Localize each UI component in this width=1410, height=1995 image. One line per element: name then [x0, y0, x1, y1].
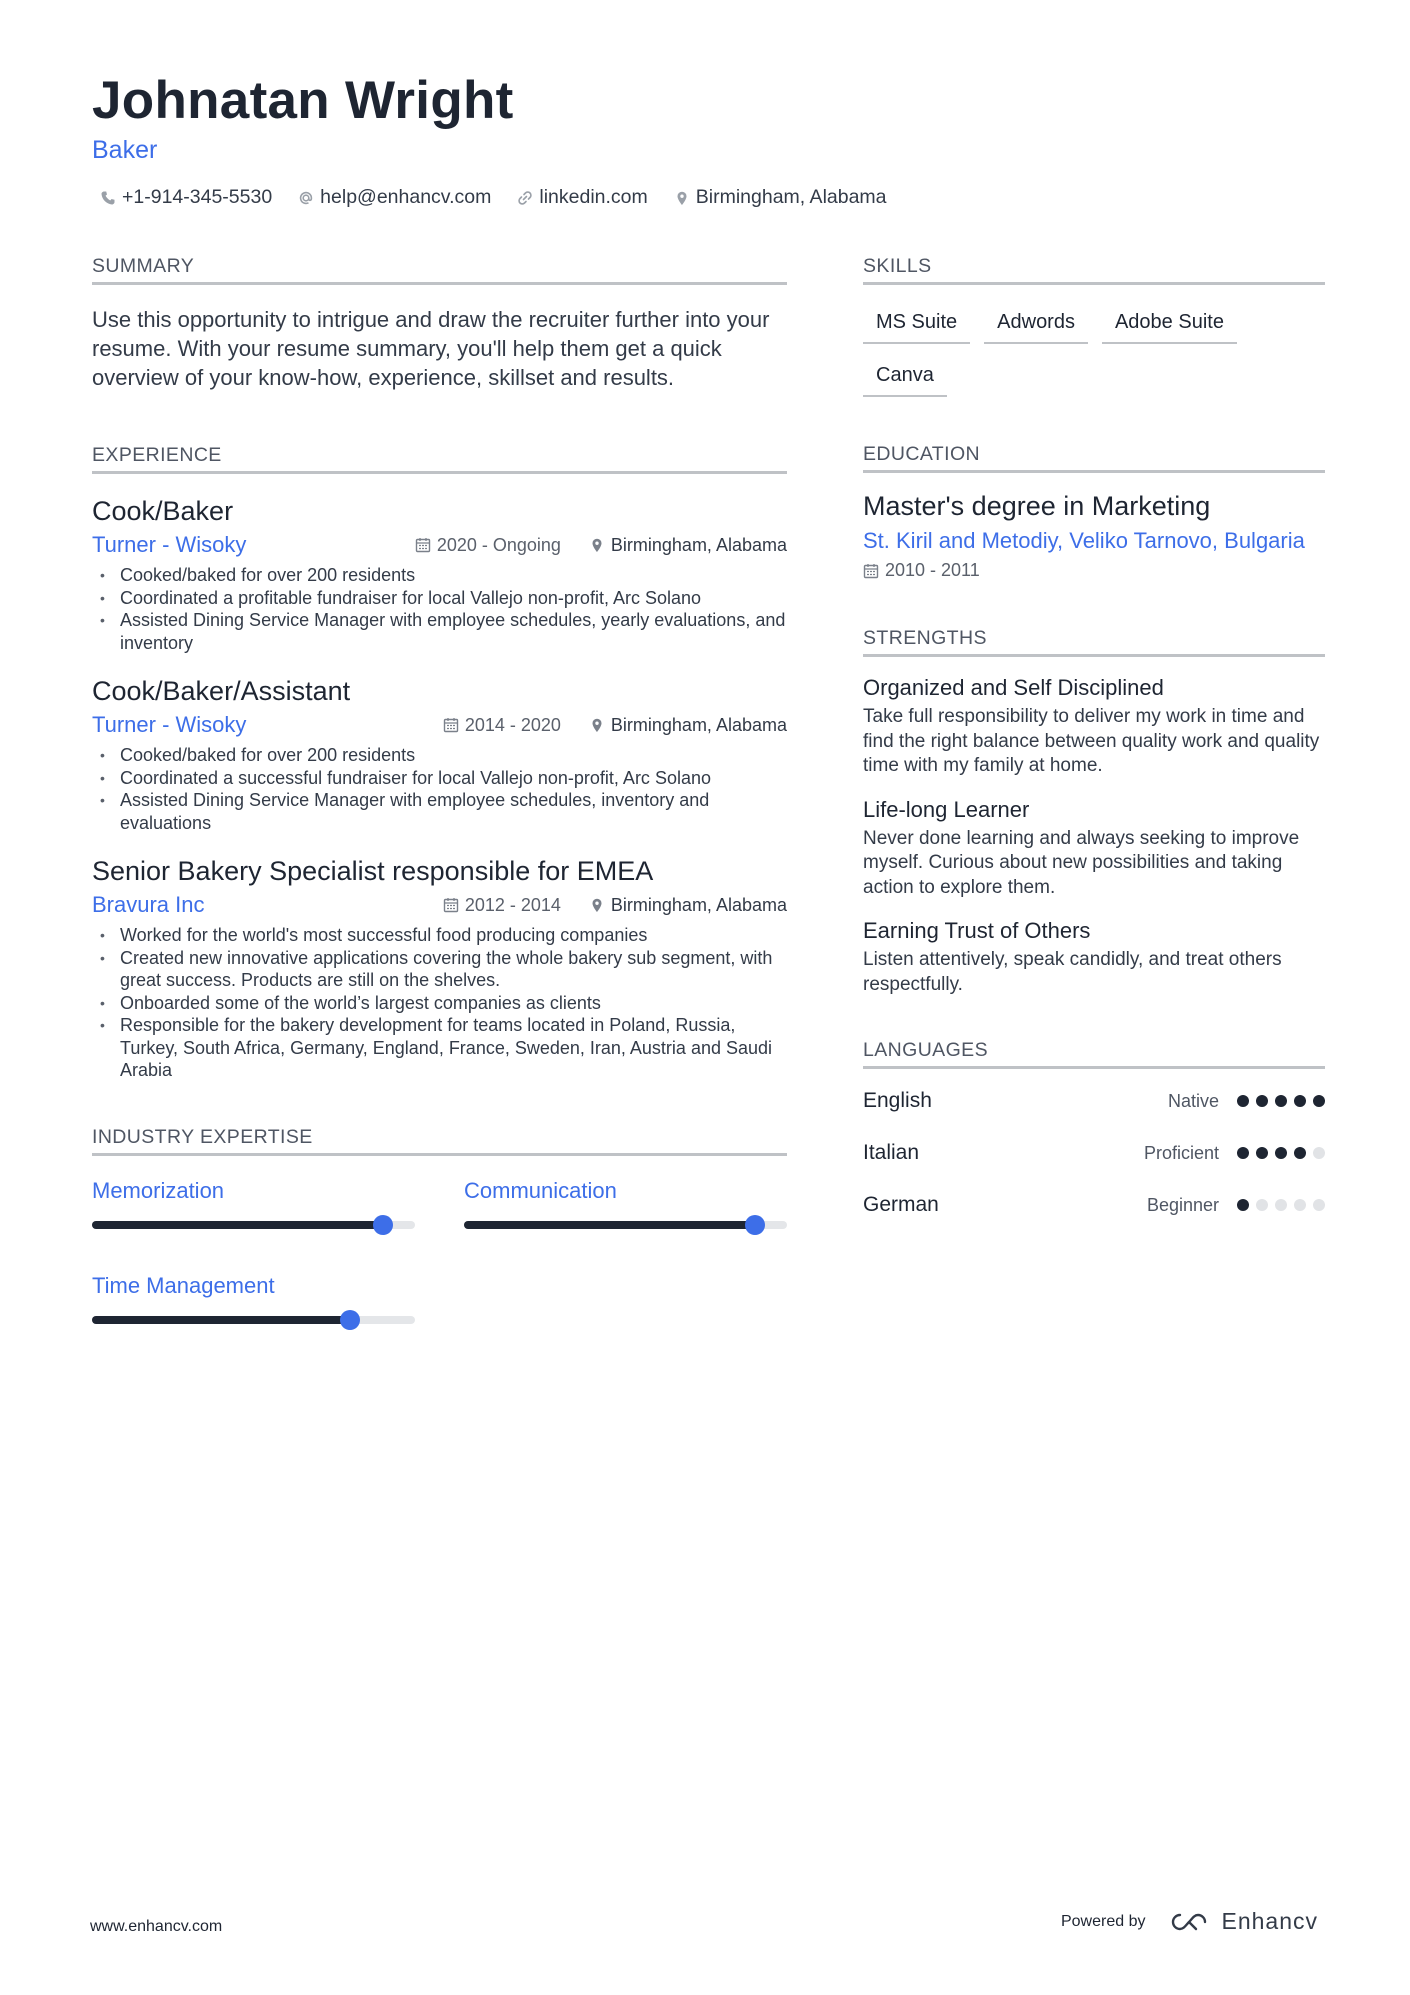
expertise-item: [464, 1178, 787, 1229]
language-dot: [1313, 1095, 1325, 1107]
language-name: German: [863, 1193, 939, 1216]
job-location-text: Birmingham, Alabama: [610, 534, 787, 555]
expertise-bar-knob[interactable]: [373, 1215, 393, 1235]
job-dates: [443, 715, 561, 736]
candidate-name: Johnatan Wright: [92, 71, 514, 130]
language-dot: [1237, 1199, 1249, 1211]
job-bullets: [92, 744, 787, 834]
job-dates-text: 2020 - Ongoing: [436, 534, 561, 555]
languages-heading: LANGUAGES: [863, 1039, 1325, 1069]
email-text: help@enhancv.com: [320, 186, 492, 208]
language-level: Native: [1167, 1090, 1219, 1111]
language-name: English: [863, 1089, 932, 1112]
job-meta-right: [443, 715, 787, 736]
education-dates-text: 2010 - 2011: [885, 560, 980, 580]
job-bullet: • Cooked/baked for over 200 residents: [120, 744, 787, 767]
language-proficiency: [1168, 1091, 1325, 1112]
job-bullet: • Onboarded some of the world’s largest companies as clients: [120, 992, 787, 1015]
expertise-name: Communication: [464, 1177, 617, 1203]
job-location: [589, 895, 787, 916]
phone-text: +1-914-345-5530: [122, 186, 273, 208]
language-row: [863, 1075, 1325, 1127]
languages-list: [863, 1075, 1325, 1231]
expertise-bar-fill: [92, 1316, 350, 1324]
link-icon: [517, 190, 533, 206]
language-dot: [1294, 1147, 1306, 1159]
job-bullet: • Assisted Dining Service Manager with employee schedules, yearly evaluations, and inventory: [120, 609, 787, 654]
language-row: [863, 1179, 1325, 1231]
skills-section: [863, 255, 1325, 397]
skill-tag: Adwords: [984, 303, 1088, 344]
expertise-name: Memorization: [92, 1177, 225, 1203]
job-location: [589, 715, 787, 736]
expertise-name: Time Management: [92, 1272, 275, 1298]
job-dates-text: 2012 - 2014: [464, 894, 561, 915]
job-meta-right: [443, 895, 787, 916]
job-meta: [92, 532, 787, 558]
experience-item: [92, 494, 787, 654]
job-meta: [92, 712, 787, 738]
language-row: [863, 1127, 1325, 1179]
location-pin-icon: [674, 190, 690, 206]
job-bullets: [92, 564, 787, 654]
language-dot: [1294, 1095, 1306, 1107]
left-column: [92, 255, 787, 1324]
job-bullet: • Created new innovative applications covering the whole bakery sub segment, with great success. Products are still on the shelves.: [120, 947, 787, 992]
expertise-item: [92, 1273, 415, 1324]
languages-section: [863, 1039, 1325, 1231]
location-pin-icon: [589, 537, 605, 553]
job-bullet: • Cooked/baked for over 200 residents: [120, 564, 787, 587]
language-dot: [1313, 1147, 1325, 1159]
language-dot: [1313, 1199, 1325, 1211]
experience-list: [92, 494, 787, 1082]
language-dot: [1237, 1095, 1249, 1107]
job-dates: [443, 895, 561, 916]
job-bullet: • Coordinated a profitable fundraiser for local Vallejo non-profit, Arc Solano: [120, 587, 787, 610]
company-name[interactable]: Bravura Inc: [92, 892, 205, 917]
expertise-list: [92, 1178, 787, 1324]
job-dates-text: 2014 - 2020: [464, 714, 561, 735]
location-pin-icon: [589, 717, 605, 733]
expertise-bar-knob[interactable]: [745, 1215, 765, 1235]
enhancv-logo[interactable]: [1167, 1908, 1318, 1935]
job-title: Cook/Baker/Assistant: [92, 676, 351, 706]
footer-branding: [1061, 1908, 1318, 1935]
calendar-icon: [863, 563, 879, 579]
summary-heading: SUMMARY: [92, 255, 787, 285]
contact-email[interactable]: [298, 186, 491, 209]
strengths-heading: STRENGTHS: [863, 627, 1325, 657]
at-sign-icon: [298, 190, 314, 206]
job-location-text: Birmingham, Alabama: [610, 714, 787, 735]
powered-by-label: Powered by: [1060, 1912, 1146, 1930]
expertise-item: [92, 1178, 415, 1229]
contact-location: [674, 186, 887, 209]
calendar-icon: [443, 897, 459, 913]
candidate-title: Baker: [92, 136, 158, 164]
strength-title: Life-long Learner: [863, 796, 1030, 822]
skills-heading: SKILLS: [863, 255, 1325, 285]
skill-tag: MS Suite: [863, 303, 970, 344]
strength-description: Take full responsibility to deliver my work in time and find the right balance between quality work and quality time with my family at home.: [863, 706, 1320, 776]
skill-tag: Adobe Suite: [1102, 303, 1237, 344]
education-section: [863, 443, 1325, 581]
expertise-bar-fill: [92, 1221, 383, 1229]
language-dot: [1275, 1147, 1287, 1159]
expertise-bar: [464, 1221, 787, 1229]
language-proficiency: [1144, 1143, 1325, 1164]
linkedin-text: linkedin.com: [539, 186, 648, 208]
location-pin-icon: [589, 897, 605, 913]
expertise-bar-knob[interactable]: [340, 1310, 360, 1330]
enhancv-logo-text: Enhancv: [1221, 1908, 1318, 1934]
job-meta-right: [415, 535, 787, 556]
strength-title: Organized and Self Disciplined: [863, 675, 1164, 700]
experience-item: [92, 674, 787, 834]
language-dots: [1237, 1199, 1325, 1211]
job-location-text: Birmingham, Alabama: [610, 894, 787, 915]
phone-icon: [100, 190, 116, 206]
language-level: Beginner: [1146, 1194, 1219, 1215]
expertise-heading: INDUSTRY EXPERTISE: [92, 1126, 787, 1156]
location-text: Birmingham, Alabama: [695, 186, 887, 208]
education-school[interactable]: St. Kiril and Metodiy, Veliko Tarnovo, Bulgaria: [863, 528, 1305, 553]
skills-list: [863, 303, 1283, 397]
expertise-bar-fill: [464, 1221, 755, 1229]
education-heading: EDUCATION: [863, 443, 1325, 473]
language-dots: [1237, 1095, 1325, 1107]
strength-item: [863, 797, 1325, 901]
expertise-bar: [92, 1316, 415, 1324]
language-dot: [1256, 1199, 1268, 1211]
job-bullet: • Assisted Dining Service Manager with employee schedules, inventory and evaluations: [120, 789, 787, 834]
strength-description: Never done learning and always seeking to improve myself. Curious about new possibilities and taking action to explore them.: [863, 827, 1300, 898]
language-dots: [1237, 1147, 1325, 1159]
job-bullet: • Responsible for the bakery development for teams located in Poland, Russia, Turkey, South Africa, Germany, England, France, Sweden, Iran, Austria and Saudi Arabia: [120, 1014, 787, 1082]
job-meta: [92, 892, 787, 918]
job-bullet: • Coordinated a successful fundraiser for local Vallejo non-profit, Arc Solano: [120, 767, 787, 790]
expertise-section: [92, 1126, 787, 1324]
footer-website[interactable]: www.enhancv.com: [90, 1918, 223, 1935]
expertise-bar: [92, 1221, 415, 1229]
language-dot: [1256, 1095, 1268, 1107]
language-dot: [1275, 1095, 1287, 1107]
education-degree: Master's degree in Marketing: [863, 491, 1211, 521]
summary-text: Use this opportunity to intrigue and draw the recruiter further into your resume. With your resume summary, you'll help them get a quick overview of your know-how, experience, skillset and results.: [92, 307, 770, 390]
skill-tag: Canva: [863, 356, 947, 397]
calendar-icon: [415, 537, 431, 553]
language-name: Italian: [863, 1141, 920, 1164]
summary-section: [92, 255, 787, 392]
strength-title: Earning Trust of Others: [863, 918, 1091, 943]
job-title: Senior Bakery Specialist responsible for EMEA: [92, 856, 654, 886]
strength-item: [863, 918, 1325, 997]
company-name[interactable]: Turner - Wisoky: [92, 712, 247, 737]
language-proficiency: [1147, 1195, 1325, 1216]
contact-phone[interactable]: [100, 186, 272, 209]
education-dates: [863, 560, 1325, 581]
job-title: Cook/Baker: [92, 496, 234, 526]
calendar-icon: [443, 717, 459, 733]
contact-linkedin[interactable]: [517, 186, 647, 209]
job-bullets: [92, 924, 787, 1082]
company-name[interactable]: Turner - Wisoky: [92, 532, 247, 557]
contact-bar: [100, 186, 887, 209]
experience-heading: EXPERIENCE: [92, 444, 787, 474]
strengths-list: [863, 675, 1325, 997]
experience-item: [92, 854, 787, 1082]
strength-description: Listen attentively, speak candidly, and treat others respectfully.: [863, 949, 1282, 995]
job-location: [589, 535, 787, 556]
right-column: [863, 255, 1325, 1231]
job-dates: [415, 535, 561, 556]
experience-section: [92, 444, 787, 1082]
language-dot: [1275, 1199, 1287, 1211]
job-bullet: • Worked for the world's most successful food producing companies: [120, 924, 787, 947]
language-dot: [1294, 1199, 1306, 1211]
strength-item: [863, 675, 1325, 779]
language-dot: [1256, 1147, 1268, 1159]
language-dot: [1237, 1147, 1249, 1159]
enhancv-logo-icon: [1167, 1911, 1211, 1933]
strengths-section: [863, 627, 1325, 997]
language-level: Proficient: [1143, 1142, 1219, 1163]
